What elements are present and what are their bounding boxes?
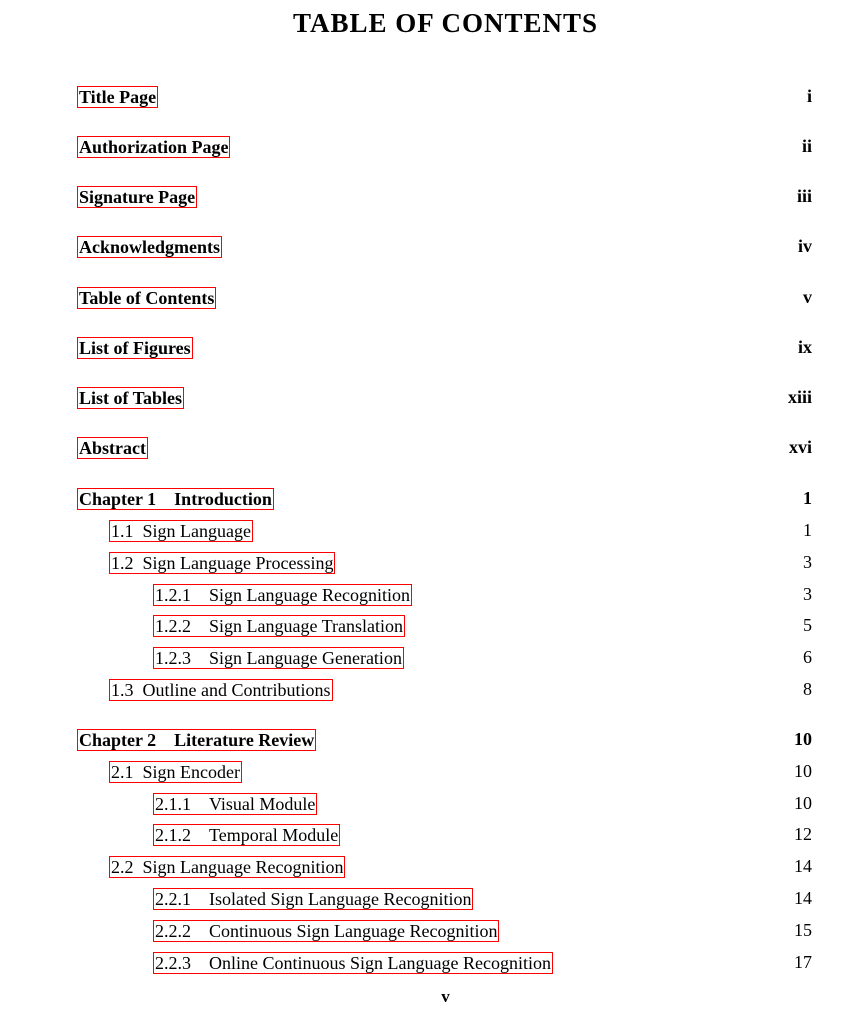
- toc-link-2-2-2[interactable]: [153, 920, 499, 942]
- toc-entry-signature-page: [0, 186, 859, 210]
- toc-entry-2-1-1: [0, 793, 859, 817]
- toc-entry-1-2-2: [0, 615, 859, 639]
- toc-entry-chapter-1: [0, 488, 859, 512]
- toc-page-number: iii: [796, 186, 812, 206]
- toc-link-list-of-figures[interactable]: [77, 337, 193, 359]
- toc-entry-label: Sign Language Recognition: [142, 857, 344, 877]
- toc-link-2-1-1[interactable]: [153, 793, 317, 815]
- toc-entry-number: 1.2.3: [155, 648, 191, 668]
- toc-entry-label: Introduction: [174, 489, 272, 509]
- toc-entry-label: Sign Encoder: [142, 762, 240, 782]
- toc-link-abstract[interactable]: [77, 437, 148, 459]
- page-title: TABLE OF CONTENTS: [292, 8, 599, 38]
- toc-entry-list-of-figures: [0, 337, 859, 361]
- toc-link-table-of-contents[interactable]: [77, 287, 216, 309]
- toc-entry-label: Temporal Module: [209, 825, 339, 845]
- toc-entry-2-2-2: [0, 920, 859, 944]
- toc-link-2-2-1[interactable]: [153, 888, 473, 910]
- toc-page-number: 15: [794, 920, 812, 940]
- toc-entry-number: 1.2.2: [155, 616, 191, 636]
- toc-page-number: 14: [794, 888, 812, 908]
- toc-entry-label: Isolated Sign Language Recognition: [209, 889, 472, 909]
- toc-entry-label: Sign Language Processing: [142, 553, 334, 573]
- toc-entry-label: Title Page: [79, 87, 157, 107]
- toc-link-1-3[interactable]: [109, 679, 333, 701]
- toc-entry-2-1: [0, 761, 859, 785]
- toc-link-2-2[interactable]: [109, 856, 345, 878]
- toc-page-number: 12: [794, 824, 812, 844]
- toc-entry-number: Chapter 1: [79, 489, 157, 509]
- toc-entry-1-2-1: [0, 584, 859, 608]
- toc-entry-2-2-3: [0, 952, 859, 976]
- toc-entry-number: 1.2.1: [155, 585, 191, 605]
- toc-entry-number: 1.2: [111, 553, 134, 573]
- toc-entry-label: List of Tables: [79, 388, 183, 408]
- toc-entry-label: Authorization Page: [79, 137, 229, 157]
- toc-entry-label: Sign Language: [142, 521, 251, 541]
- toc-page-number: v: [803, 287, 812, 307]
- toc-entry-abstract: [0, 437, 859, 461]
- toc-link-title-page[interactable]: [77, 86, 158, 108]
- toc-entry-number: 2.1.1: [155, 794, 191, 814]
- toc-entry-1-3: [0, 679, 859, 703]
- toc-link-list-of-tables[interactable]: [77, 387, 184, 409]
- page-footer-number: v: [441, 987, 450, 1006]
- toc-entry-label: Abstract: [79, 438, 146, 458]
- toc-page-number: iv: [797, 236, 812, 256]
- toc-entry-2-2: [0, 856, 859, 880]
- toc-page-number: 10: [794, 761, 812, 781]
- toc-page-number: xiii: [787, 387, 812, 407]
- toc-link-2-2-3[interactable]: [153, 952, 553, 974]
- toc-link-2-1[interactable]: [109, 761, 242, 783]
- toc-page-number: i: [806, 86, 812, 106]
- toc-entry-number: Chapter 2: [79, 730, 157, 750]
- toc-entry-label: Sign Language Generation: [209, 648, 402, 668]
- toc-entry-number: 2.2.3: [155, 953, 191, 973]
- toc-link-1-2-1[interactable]: [153, 584, 412, 606]
- toc-page-number: 1: [803, 488, 812, 508]
- toc-entry-number: 2.2: [111, 857, 134, 877]
- toc-page-number: xvi: [788, 437, 812, 457]
- toc-entry-label: Table of Contents: [79, 288, 215, 308]
- toc-link-1-2-2[interactable]: [153, 615, 405, 637]
- toc-entry-1-2: [0, 552, 859, 576]
- toc-link-chapter-2[interactable]: [77, 729, 316, 751]
- toc-link-authorization-page[interactable]: [77, 136, 230, 158]
- toc-entry-label: Online Continuous Sign Language Recognition: [209, 953, 551, 973]
- toc-entry-number: 1.3: [111, 680, 134, 700]
- toc-entry-number: 2.2.2: [155, 921, 191, 941]
- toc-page-number: 10: [794, 793, 812, 813]
- toc-page-number: 6: [803, 647, 812, 667]
- toc-link-1-2-3[interactable]: [153, 647, 404, 669]
- toc-entry-1-1: [0, 520, 859, 544]
- toc-page-number: 8: [803, 679, 812, 699]
- toc-link-signature-page[interactable]: [77, 186, 197, 208]
- toc-page-number: 14: [794, 856, 812, 876]
- toc-page-number: 3: [803, 584, 812, 604]
- toc-entry-label: Literature Review: [174, 730, 315, 750]
- toc-entry-label: Signature Page: [79, 187, 196, 207]
- toc-entry-number: 2.1.2: [155, 825, 191, 845]
- toc-entry-label: Acknowledgments: [79, 237, 221, 257]
- toc-entry-label: List of Figures: [79, 338, 191, 358]
- toc-entry-label: Continuous Sign Language Recognition: [209, 921, 498, 941]
- toc-link-2-1-2[interactable]: [153, 824, 340, 846]
- toc-entry-table-of-contents: [0, 287, 859, 311]
- toc-page-number: 1: [803, 520, 812, 540]
- toc-link-chapter-1[interactable]: [77, 488, 274, 510]
- toc-entry-label: Visual Module: [209, 794, 316, 814]
- toc-entry-2-2-1: [0, 888, 859, 912]
- toc-page-number: 5: [803, 615, 812, 635]
- toc-page-number: 17: [794, 952, 812, 972]
- toc-entry-number: 2.1: [111, 762, 134, 782]
- toc-entry-1-2-3: [0, 647, 859, 671]
- toc-link-1-2[interactable]: [109, 552, 335, 574]
- toc-link-acknowledgments[interactable]: [77, 236, 222, 258]
- toc-entry-chapter-2: [0, 729, 859, 753]
- toc-entry-label: Sign Language Recognition: [209, 585, 410, 605]
- toc-entry-title-page: [0, 86, 859, 110]
- toc-entry-2-1-2: [0, 824, 859, 848]
- toc-entry-authorization-page: [0, 136, 859, 160]
- toc-entry-number: 2.2.1: [155, 889, 191, 909]
- toc-entry-number: 1.1: [111, 521, 134, 541]
- toc-entry-label: Sign Language Translation: [209, 616, 403, 636]
- toc-link-1-1[interactable]: [109, 520, 253, 542]
- toc-entry-label: Outline and Contributions: [142, 680, 331, 700]
- toc-entry-list-of-tables: [0, 387, 859, 411]
- toc-page-number: 10: [794, 729, 812, 749]
- toc-entry-acknowledgments: [0, 236, 859, 260]
- toc-page-number: ix: [797, 337, 812, 357]
- toc-page-number: ii: [801, 136, 812, 156]
- toc-page-number: 3: [803, 552, 812, 572]
